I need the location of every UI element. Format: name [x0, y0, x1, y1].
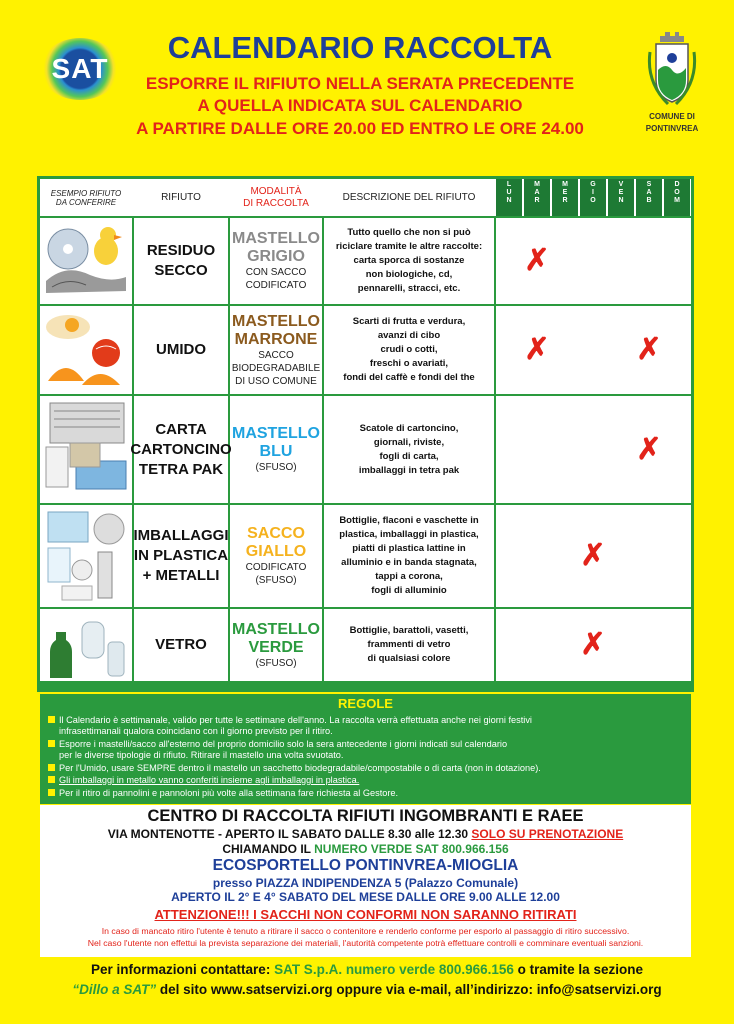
rifiuto-name [130, 396, 232, 503]
regola-3-text: Per l'Umido, usare SEMPRE dentro il mastello un sacchetto biodegradabile/compostabile o di carta (non in dotazione). [59, 763, 541, 773]
day-cell [552, 396, 578, 503]
descrizione-line: tappi a corona, [375, 571, 443, 582]
modalita-note: (SFUSO) [255, 657, 297, 669]
day-cell [636, 609, 662, 681]
rifiuto-line: IN PLASTICA [133, 547, 229, 564]
regola-2 [48, 739, 688, 749]
descrizione-line: freschi o avariati, [369, 358, 449, 369]
regola-4-text: Gli imballaggi in metallo vanno conferiti insieme agli imballaggi in plastica. [59, 775, 360, 785]
modalita-raccolta [230, 396, 322, 503]
sat-logo-text: SAT [51, 53, 109, 84]
attenzione-title [40, 907, 691, 922]
bullet-icon [48, 740, 55, 747]
rifiuto-name [134, 306, 228, 394]
header-esempio [40, 179, 132, 216]
modalita-note: CODIFICATO [245, 562, 307, 573]
descrizione-line: di qualsiasi colore [367, 653, 451, 664]
attenzione-title-text: ATTENZIONE!!! I SACCHI NON CONFORMI NON SARANNO RITIRATI [154, 907, 577, 922]
rifiuto-line: + METALLI [142, 567, 220, 584]
header-modalita-line2: DI RACCOLTA [243, 197, 309, 209]
regola-2-text: Esporre i mastelli/sacco all'esterno del proprio domicilio solo la sera antecedente i giorni indicati sul calendario [59, 739, 508, 749]
descrizione-line: plastica, imballaggi in plastica, [339, 529, 479, 540]
table-row [40, 396, 691, 503]
regola-5 [48, 788, 688, 798]
day-header-0 [496, 179, 522, 216]
day-cell [552, 218, 578, 304]
descrizione-line: pennarelli, stracci, etc. [357, 283, 461, 294]
regola-2-cont: per le diverse tipologie di rifiuto. Ritirare il mastello una volta svuotato. [59, 750, 344, 760]
day-cell [608, 218, 634, 304]
modalita-raccolta [230, 609, 322, 681]
descrizione-line: giornali, riviste, [373, 436, 445, 448]
collection-day-mark-icon: ✗ [580, 628, 606, 661]
collection-day-mark-icon: ✗ [636, 432, 662, 466]
day-label: S A B [646, 181, 652, 204]
waste-example-icon [42, 309, 130, 393]
ecosportello-orari: APERTO IL 2° E 4° SABATO DEL MESE DALLE ORE 9.00 ALLE 12.00 [171, 890, 560, 904]
regole-title: REGOLE [338, 696, 393, 711]
day-cell [524, 505, 550, 607]
descrizione-line: piatti di plastica lattine in [352, 543, 466, 554]
day-cell [496, 396, 522, 503]
day-header-2 [552, 179, 578, 216]
rifiuto-lines [147, 241, 215, 281]
rifiuto-lines [156, 340, 206, 360]
descrizione-rifiuto [324, 609, 494, 681]
modalita-note: (SFUSO) [255, 575, 297, 586]
day-header-3 [580, 179, 606, 216]
rifiuto-line: CARTONCINO [130, 440, 232, 458]
comune-crest [632, 32, 712, 134]
descrizione-rifiuto [324, 396, 494, 503]
rifiuto-line: IMBALLAGGI [133, 527, 229, 544]
regola-5-text: Per il ritiro di pannolini e pannoloni più volte alla settimana fare richiesta al Gestore. [59, 788, 399, 798]
modalita-contenitore: GRIGIO [247, 248, 305, 265]
centro-prenotazione: SOLO SU PRENOTAZIONE [471, 827, 624, 841]
day-cell [496, 306, 522, 394]
descrizione-line: fogli di carta, [379, 450, 439, 462]
collection-day-mark-icon: ✗ [580, 539, 606, 572]
regole-box [40, 694, 691, 804]
rifiuto-lines [130, 420, 231, 480]
modalita-contenitore: GIALLO [245, 543, 307, 560]
day-label: D O M [674, 181, 680, 204]
day-cell [524, 396, 550, 503]
day-label: M E R [562, 181, 568, 204]
descrizione-line: Scarti di frutta e verdura, [352, 316, 466, 327]
regola-3 [48, 763, 688, 773]
rifiuto-line: RESIDUO [146, 242, 216, 259]
descrizione-line: fogli di alluminio [371, 585, 447, 596]
regola-1 [48, 715, 688, 725]
modalita-contenitore: MASTELLO [232, 620, 320, 638]
day-cell [636, 505, 662, 607]
waste-example-icon [42, 508, 130, 604]
day-label: V E N [618, 181, 624, 204]
day-cell [664, 218, 690, 304]
collection-day-mark-icon: ✗ [524, 333, 550, 366]
regola-1-text: Il Calendario è settimanale, valido per tutte le settimane dell'anno. La raccolta verrà effettuata anche nei giorni festivi [59, 715, 532, 725]
day-cell [664, 505, 690, 607]
collection-day-mark-icon: ✗ [636, 333, 662, 366]
day-cell [496, 218, 522, 304]
regola-1-cont: infrasettimanali qualora coincidano con il giorno previsto per il ritiro. [59, 726, 333, 736]
bullet-icon [48, 776, 55, 783]
comune-label-2: PONTINVREA [645, 124, 699, 133]
day-cell [552, 609, 578, 681]
waste-example-image [40, 396, 132, 503]
subtitle-line-1: ESPORRE IL RIFIUTO NELLA SERATA PRECEDENTE [145, 74, 575, 93]
table-header-row [40, 179, 691, 216]
table-row [40, 505, 691, 607]
modalita-contenitore: MASTELLO [232, 312, 320, 330]
page-title: CALENDARIO RACCOLTA [167, 30, 553, 65]
header-esempio-line1: ESEMPIO RIFIUTO [50, 188, 122, 198]
centro-numero [40, 842, 691, 856]
day-cell [636, 306, 662, 394]
descrizione-rifiuto [324, 505, 494, 607]
day-label: G I O [590, 181, 596, 204]
waste-example-image [40, 306, 132, 394]
footer-line-1 [0, 962, 734, 977]
modalita-note: CODIFICATO [245, 280, 307, 291]
waste-example-icon [42, 221, 130, 301]
day-cell [524, 218, 550, 304]
attenzione-box [40, 905, 691, 957]
day-cell [524, 609, 550, 681]
day-cell [664, 609, 690, 681]
day-cell [664, 306, 690, 394]
attenzione-line-1: In caso di mancato ritiro l'utente è tenuto a ritirare il sacco o contenitore e renderlo conforme per esporlo al passaggio di ritiro successivo. [101, 926, 630, 936]
descrizione-line: Bottiglie, flaconi e vaschette in [339, 515, 479, 526]
waste-example-icon [42, 612, 130, 680]
modalita-note: SACCO [258, 349, 294, 361]
day-cell [496, 505, 522, 607]
day-cell [496, 609, 522, 681]
modalita-note: DI USO COMUNE [235, 375, 317, 387]
rifiuto-line: VETRO [155, 636, 207, 653]
footer-sat-label: SAT S.p.A. numero verde [274, 962, 436, 977]
collection-day-mark-icon: ✗ [524, 244, 550, 277]
crest-icon [646, 32, 698, 110]
descrizione-line: fondi del caffè e fondi del the [343, 372, 475, 383]
centro-title: CENTRO DI RACCOLTA RIFIUTI INGOMBRANTI E RAEE [147, 807, 584, 825]
day-cell [608, 505, 634, 607]
calendar-table [37, 176, 694, 692]
descrizione-line: Bottiglie, barattoli, vasetti, [349, 625, 469, 636]
descrizione-line: avanzi di cibo [377, 330, 441, 341]
day-cell [580, 609, 606, 681]
footer-sezione: o tramite la sezione [513, 962, 643, 977]
table-row [40, 609, 691, 681]
day-label: M A R [534, 181, 540, 204]
table-row [40, 306, 691, 394]
descrizione-rifiuto [324, 306, 494, 394]
day-header-6 [664, 179, 690, 216]
modalita-contenitore: SACCO [247, 525, 305, 542]
header-descrizione: DESCRIZIONE DEL RIFIUTO [342, 192, 476, 203]
modalita-note: CON SACCO [245, 267, 307, 278]
footer-phone: 800.966.156 [435, 962, 514, 977]
descrizione-line: Scatole di cartoncino, [359, 422, 459, 434]
descrizione-rifiuto [324, 218, 494, 304]
sat-logo [40, 38, 120, 100]
header-modalita-line1: MODALITÀ [250, 185, 302, 197]
day-cell [608, 306, 634, 394]
day-header-4 [608, 179, 634, 216]
rifiuto-lines [155, 635, 207, 655]
rifiuto-name [134, 609, 228, 681]
day-cell [580, 306, 606, 394]
descrizione-line: imballaggi in tetra pak [358, 464, 460, 476]
modalita-note: (SFUSO) [255, 462, 297, 473]
rifiuto-name [134, 218, 228, 304]
day-header-1 [524, 179, 550, 216]
day-cell [636, 396, 662, 503]
day-header-5 [636, 179, 662, 216]
table-row [40, 218, 691, 304]
rifiuto-line: TETRA PAK [138, 460, 224, 478]
rifiuto-name [134, 505, 228, 607]
ecosportello-title: ECOSPORTELLO PONTINVREA-MIOGLIA [212, 857, 519, 874]
footer-contact-label: Per informazioni contattare: [91, 962, 275, 977]
attenzione-line-2: Nel caso l'utente non effettui la prevista separazione dei materiali, l'autorità competente potrà effettuare controlli e comminare eventuali sanzioni. [87, 938, 644, 948]
modalita-contenitore: MASTELLO [232, 230, 320, 247]
day-cell [524, 306, 550, 394]
modalita-raccolta [230, 218, 322, 304]
subtitle-line-2: A QUELLA INDICATA SUL CALENDARIO [197, 96, 523, 115]
descrizione-line: crudi o cotti, [380, 344, 438, 355]
waste-example-image [40, 505, 132, 607]
day-cell [580, 505, 606, 607]
modalita-contenitore: MARRONE [234, 330, 318, 348]
subtitle-line-3: A PARTIRE DALLE ORE 20.00 ED ENTRO LE ORE 24.00 [136, 119, 584, 138]
regola-4 [48, 775, 688, 785]
footer-line-2 [0, 982, 734, 997]
day-cell [552, 505, 578, 607]
modalita-raccolta [230, 306, 322, 394]
waste-example-image [40, 609, 132, 681]
centro-orari-text: VIA MONTENOTTE - APERTO IL SABATO DALLE 8.30 alle 12.30 [107, 827, 472, 841]
header-rifiuto: RIFIUTO [161, 192, 201, 203]
day-cell [636, 218, 662, 304]
descrizione-line: Tutto quello che non si può [347, 227, 471, 238]
modalita-contenitore: VERDE [248, 638, 304, 656]
ecosportello-indirizzo: presso PIAZZA INDIPENDENZA 5 (Palazzo Comunale) [212, 876, 519, 890]
footer-website-email: del sito www.satservizi.org oppure via e-mail, all’indirizzo: info@satservizi.org [156, 982, 662, 997]
waste-example-image [40, 218, 132, 304]
day-cell [580, 396, 606, 503]
descrizione-line: alluminio e in banda stagnata, [341, 557, 477, 568]
footer-dillo-a-sat: “Dillo a SAT” [72, 982, 157, 997]
numero-verde: NUMERO VERDE SAT 800.966.156 [314, 842, 509, 856]
descrizione-line: riciclare tramite le altre raccolte: [335, 241, 483, 252]
header-modalita [230, 179, 322, 216]
day-cell [664, 396, 690, 503]
comune-label-1: COMUNE DI [649, 112, 695, 121]
modalita-raccolta [230, 505, 322, 607]
bullet-icon [48, 716, 55, 723]
day-cell [608, 396, 634, 503]
rifiuto-line: SECCO [154, 262, 208, 279]
centro-orari [40, 827, 691, 841]
descrizione-line: frammenti di vetro [367, 639, 451, 650]
bullet-icon [48, 789, 55, 796]
centro-numero-text: CHIAMANDO IL [222, 842, 315, 856]
rifiuto-line: CARTA [155, 420, 207, 438]
day-label: L U N [506, 181, 512, 204]
day-cell [580, 218, 606, 304]
modalita-note: BIODEGRADABILE [231, 362, 321, 374]
descrizione-line: carta sporca di sostanze [353, 255, 465, 266]
day-cell [552, 306, 578, 394]
day-cell [608, 609, 634, 681]
modalita-contenitore: BLU [259, 443, 293, 460]
bullet-icon [48, 764, 55, 771]
modalita-contenitore: MASTELLO [232, 425, 320, 442]
waste-example-icon [42, 399, 130, 499]
descrizione-line: non biologiche, cd, [365, 269, 453, 280]
rifiuto-lines [134, 526, 229, 586]
rifiuto-line: UMIDO [156, 341, 206, 358]
header-esempio-line2: DA CONFERIRE [55, 197, 117, 207]
centro-raccolta-box [40, 805, 691, 905]
